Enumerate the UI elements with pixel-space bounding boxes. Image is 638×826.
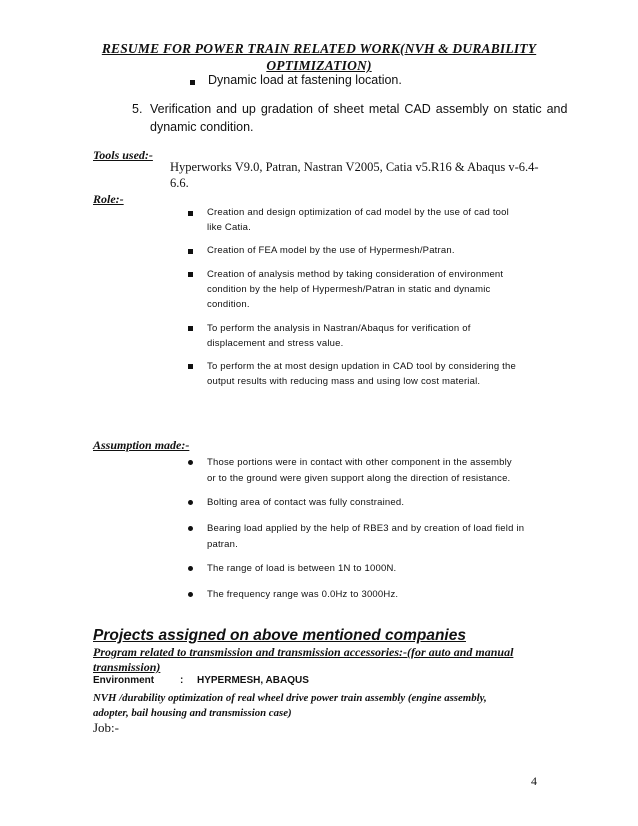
- projects-heading: Projects assigned on above mentioned companies: [93, 627, 466, 644]
- assumption-item-3-line2: patran.: [207, 539, 238, 550]
- numbered-item-line1: Verification and up gradation of sheet metal CAD assembly on static and: [150, 102, 568, 116]
- numbered-item-line2: dynamic condition.: [150, 120, 254, 134]
- assumption-item-1-line2: or to the ground were given support along the direction of resistance.: [207, 473, 511, 484]
- role-item-3-line2: condition by the help of Hypermesh/Patran in static and dynamic: [207, 284, 491, 295]
- environment-value: HYPERMESH, ABAQUS: [197, 675, 309, 686]
- program-line1: Program related to transmission and transmission accessories:-(for auto and manual: [93, 645, 514, 659]
- assumption-item-5-line1: The frequency range was 0.0Hz to 3000Hz.: [207, 589, 399, 600]
- role-item-4-line2: displacement and stress value.: [207, 338, 344, 349]
- round-bullet-icon: [188, 500, 193, 505]
- assumption-item-1-line1: Those portions were in contact with other component in the assembly: [207, 457, 512, 468]
- role-item-4-line1: To perform the analysis in Nastran/Abaqus for verification of: [207, 323, 471, 334]
- environment-separator: :: [180, 675, 184, 686]
- role-item-1-line1: Creation and design optimization of cad model by the use of cad tool: [207, 207, 509, 218]
- resume-title-line2: OPTIMIZATION): [266, 58, 372, 73]
- assumption-label: Assumption made:-: [93, 438, 190, 452]
- environment-label: Environment: [93, 675, 155, 686]
- square-bullet-icon: [188, 249, 193, 254]
- square-bullet-icon: [188, 211, 193, 216]
- square-bullet-icon: [188, 326, 193, 331]
- tools-line1: Hyperworks V9.0, Patran, Nastran V2005, Catia v5.R16 & Abaqus v-6.4-: [170, 160, 539, 174]
- tools-label: Tools used:-: [93, 148, 153, 162]
- page-number: 4: [531, 774, 537, 788]
- square-bullet-icon: [188, 364, 193, 369]
- role-item-3-line3: condition.: [207, 299, 250, 310]
- role-label: Role:-: [93, 192, 124, 206]
- nvh-line1: NVH /durability optimization of real wheel drive power train assembly (engine assembly,: [93, 692, 487, 704]
- program-line2: transmission): [93, 660, 161, 674]
- role-item-3-line1: Creation of analysis method by taking consideration of environment: [207, 269, 504, 280]
- round-bullet-icon: [188, 592, 193, 597]
- square-bullet-icon: [190, 80, 195, 85]
- job-label: Job:-: [93, 720, 119, 735]
- round-bullet-icon: [188, 460, 193, 465]
- square-bullet-icon: [188, 272, 193, 277]
- nvh-line2: adopter, bail housing and transmission case): [93, 707, 292, 719]
- round-bullet-icon: [188, 566, 193, 571]
- round-bullet-icon: [188, 526, 193, 531]
- assumption-item-3-line1: Bearing load applied by the help of RBE3 and by creation of load field in: [207, 523, 525, 534]
- role-item-1-line2: like Catia.: [207, 222, 251, 233]
- top-bullet-text: Dynamic load at fastening location.: [208, 73, 402, 87]
- role-item-2-line1: Creation of FEA model by the use of Hypermesh/Patran.: [207, 245, 455, 256]
- role-item-5-line1: To perform the at most design updation in CAD tool by considering the: [207, 361, 516, 372]
- assumption-item-2-line1: Bolting area of contact was fully constrained.: [207, 497, 405, 508]
- tools-line2: 6.6.: [170, 176, 189, 190]
- role-item-5-line2: output results with reducing mass and using low cost material.: [207, 376, 481, 387]
- assumption-item-4-line1: The range of load is between 1N to 1000N.: [207, 563, 397, 574]
- resume-title-line1: RESUME FOR POWER TRAIN RELATED WORK(NVH & DURABILITY: [101, 41, 537, 56]
- item-number: 5.: [132, 102, 143, 116]
